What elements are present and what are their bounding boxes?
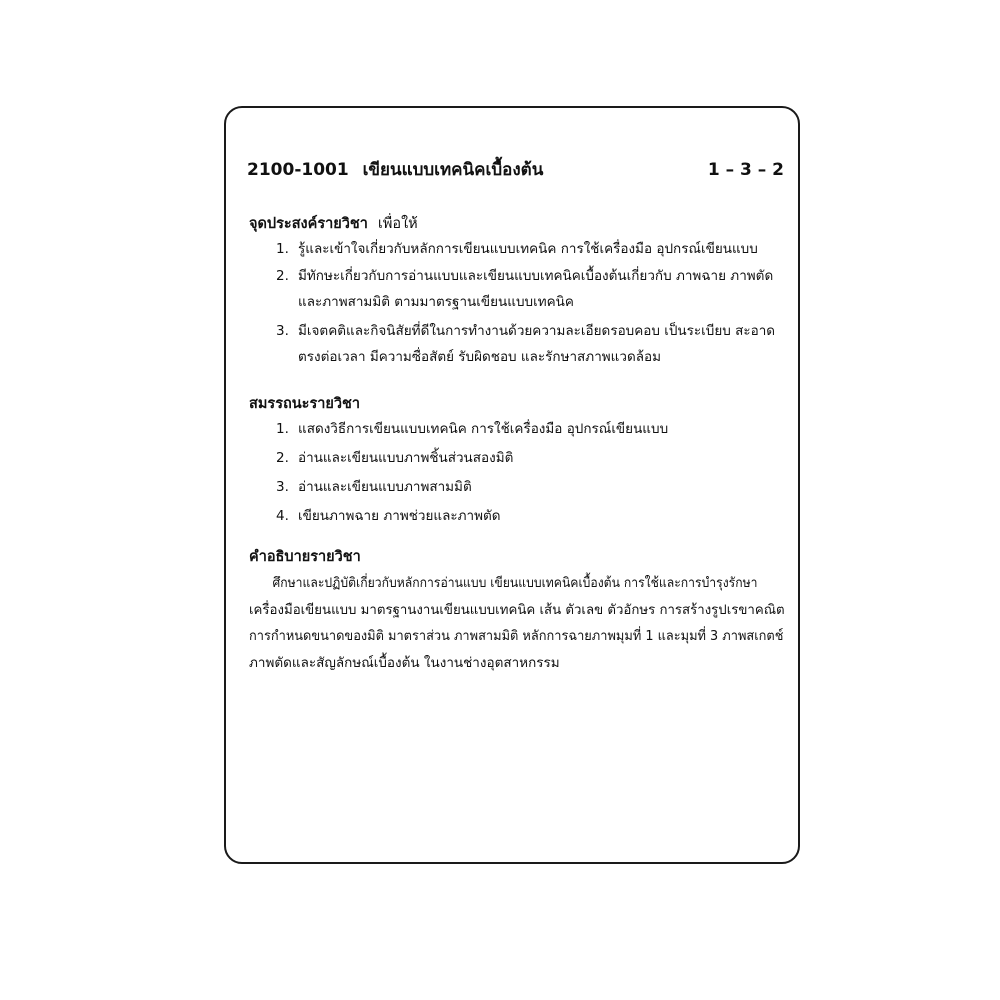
competency-text: เขียนภาพฉาย ภาพช่วยและภาพตัด xyxy=(298,508,501,524)
course-title-group xyxy=(247,156,543,183)
description-heading xyxy=(249,545,361,568)
course-header xyxy=(247,156,784,183)
objective-text xyxy=(298,318,784,370)
objectives-heading xyxy=(249,212,418,235)
objectives-intro: เพื่อให้ xyxy=(377,216,418,232)
objective-item xyxy=(276,263,784,315)
competency-number: 3. xyxy=(276,479,289,495)
competency-item xyxy=(276,416,784,442)
competency-text: อ่านและเขียนแบบภาพชิ้นส่วนสองมิติ xyxy=(298,450,514,466)
objective-line: รู้และเข้าใจเกี่ยวกับหลักการเขียนแบบเทคนิค การใช้เครื่องมือ อุปกรณ์เขียนแบบ xyxy=(298,241,758,257)
objective-line: ตรงต่อเวลา มีความซื่อสัตย์ รับผิดชอบ และรักษาสภาพแวดล้อม xyxy=(298,349,661,365)
objective-item xyxy=(276,236,784,262)
course-title: เขียนแบบเทคนิคเบื้องต้น xyxy=(362,160,544,180)
competency-text: แสดงวิธีการเขียนแบบเทคนิค การใช้เครื่องมือ อุปกรณ์เขียนแบบ xyxy=(298,421,669,437)
competency-number: 1. xyxy=(276,421,289,437)
objectives-list xyxy=(276,236,784,370)
objective-line: มีเจตคติและกิจนิสัยที่ดีในการทำงานด้วยความละเอียดรอบคอบ เป็นระเบียบ สะอาด xyxy=(298,323,776,339)
competencies-heading xyxy=(249,392,360,415)
objective-text xyxy=(298,263,784,315)
objective-line: และภาพสามมิติ ตามมาตรฐานเขียนแบบเทคนิค xyxy=(298,294,574,310)
description-heading-label: คำอธิบายรายวิชา xyxy=(249,549,361,565)
competency-item xyxy=(276,503,784,529)
description-line: ศึกษาและปฏิบัติเกี่ยวกับหลักการอ่านแบบ เขียนแบบเทคนิคเบื้องต้น การใช้และการบำรุงรักษา xyxy=(272,575,758,591)
competency-text: อ่านและเขียนแบบภาพสามมิติ xyxy=(298,479,472,495)
competency-item xyxy=(276,474,784,500)
objective-line: มีทักษะเกี่ยวกับการอ่านแบบและเขียนแบบเทคนิคเบื้องต้นเกี่ยวกับ ภาพฉาย ภาพตัด xyxy=(298,268,774,284)
competencies-list xyxy=(276,416,784,529)
description-line: ภาพตัดและสัญลักษณ์เบื้องต้น ในงานช่างอุตสาหกรรม xyxy=(249,654,560,671)
objective-number: 1. xyxy=(276,241,289,257)
description-body xyxy=(249,570,784,676)
competency-number: 2. xyxy=(276,450,289,466)
competencies-heading-label: สมรรถนะรายวิชา xyxy=(249,396,361,412)
objective-number: 2. xyxy=(276,268,289,284)
objective-item xyxy=(276,318,784,370)
description-line: เครื่องมือเขียนแบบ มาตรฐานงานเขียนแบบเทคนิค เส้น ตัวเลข ตัวอักษร การสร้างรูปเรขาคณิต xyxy=(249,601,785,618)
objective-text xyxy=(298,236,784,262)
objective-number: 3. xyxy=(276,323,289,339)
competency-item xyxy=(276,445,784,471)
objectives-heading-label: จุดประสงค์รายวิชา xyxy=(249,216,368,232)
description-line: การกำหนดขนาดของมิติ มาตราส่วน ภาพสามมิติ หลักการฉายภาพมุมที่ 1 และมุมที่ 3 ภาพสเกตช์ xyxy=(249,628,784,644)
course-code: 2100-1001 xyxy=(247,160,349,180)
course-credits: 1 – 3 – 2 xyxy=(707,160,784,180)
competency-number: 4. xyxy=(276,508,289,524)
